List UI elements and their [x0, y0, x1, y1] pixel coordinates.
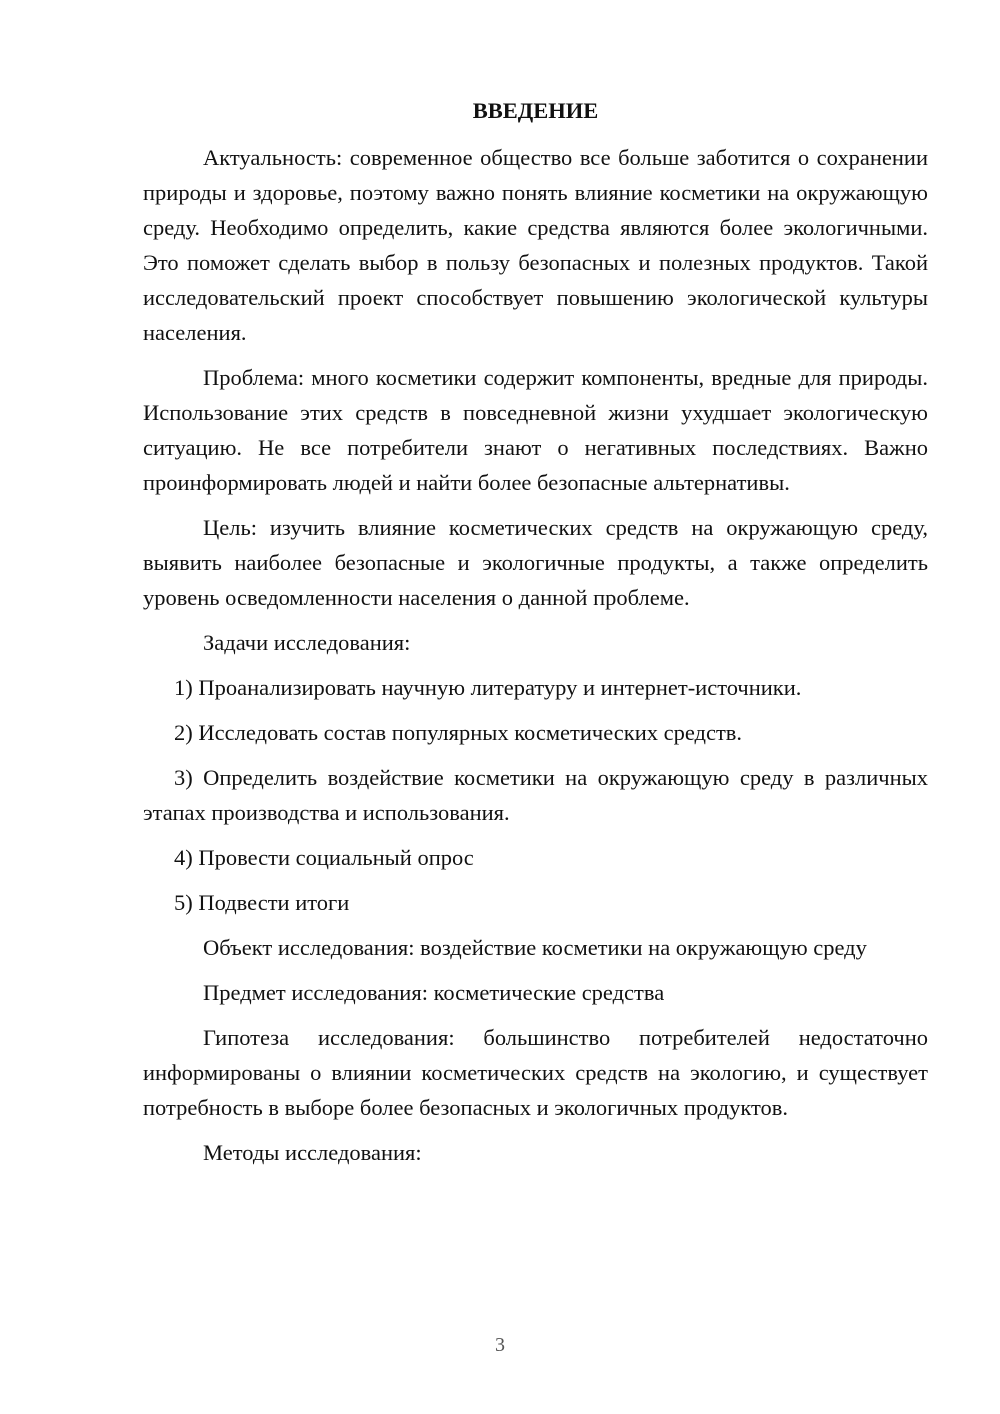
task-item-1: 1) Проанализировать научную литературу и интернет-источники. [174, 675, 802, 700]
section-title: ВВЕДЕНИЕ [472, 98, 599, 123]
hypothesis-paragraph: Гипотеза исследования: большинство потребителей недостаточно информированы о влиянии косметических средств на экологию, и существует потребность в выборе более безопасных и экологичных продуктов. [143, 1025, 928, 1120]
problem-paragraph: Проблема: много косметики содержит компоненты, вредные для природы. Использование этих средств в повседневной жизни ухудшает экологическую ситуацию. Не все потребители знают о негативных последствиях. Важно проинформировать людей и найти более безопасные альтернативы. [143, 365, 928, 495]
object-paragraph: Объект исследования: воздействие косметики на окружающую среду [203, 935, 867, 960]
relevance-paragraph: Актуальность: современное общество все больше заботится о сохранении природы и здоровье, поэтому важно понять влияние косметики на окружающую среду. Необходимо определить, какие средства являются более экологичными. Это поможет сделать выбор в пользу безопасных и полезных продуктов. Такой исследовательский проект способствует повышению экологической культуры населения. [143, 145, 928, 345]
goal-paragraph: Цель: изучить влияние косметических средств на окружающую среду, выявить наиболее безопасные и экологичные продукты, а также определить уровень осведомленности населения о данной проблеме. [143, 515, 928, 610]
task-item-5: 5) Подвести итоги [174, 890, 350, 915]
task-item-3: 3) Определить воздействие косметики на окружающую среду в различных этапах производства и использования. [143, 765, 928, 825]
task-item-2: 2) Исследовать состав популярных косметических средств. [174, 720, 743, 745]
page-content [143, 96, 928, 1180]
methods-heading: Методы исследования: [203, 1140, 422, 1165]
task-item-4: 4) Провести социальный опрос [174, 845, 474, 870]
page-number: 3 [495, 1334, 505, 1356]
subject-paragraph: Предмет исследования: косметические средства [203, 980, 665, 1005]
tasks-heading: Задачи исследования: [203, 630, 411, 655]
